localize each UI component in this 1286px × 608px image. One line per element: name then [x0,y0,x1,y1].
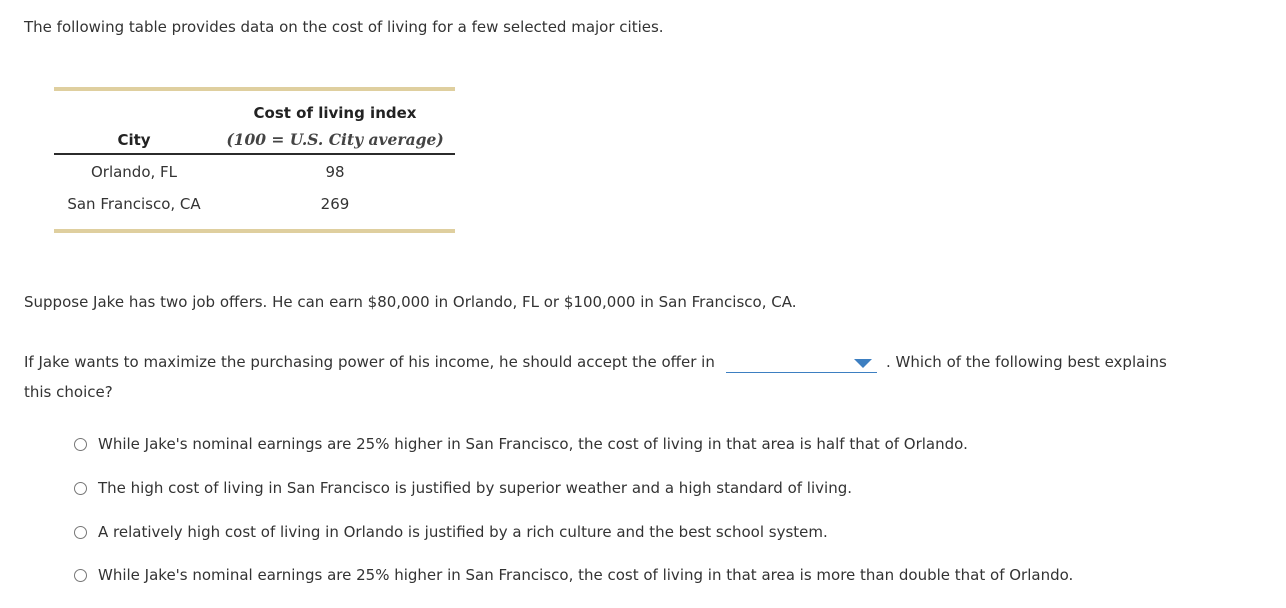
scenario-text: Suppose Jake has two job offers. He can earn $80,000 in Orlando, FL or $100,000 in San Francisco, CA. [24,293,797,311]
table-row-index: 98 [325,163,345,181]
table-header-divider [54,153,455,155]
header-cost-of-living: Cost of living index [253,104,417,122]
answer-option-3[interactable] [74,522,828,542]
answer-option-2[interactable] [74,478,852,498]
radio-unchecked-icon[interactable] [74,438,87,451]
answer-option-label: While Jake's nominal earnings are 25% higher in San Francisco, the cost of living in that area is more than double that of Orlando. [98,566,1074,584]
header-city-average-note: (100 = U.S. City average) [226,130,444,149]
question-text-continued: . Which of the following best explains [886,353,1167,371]
radio-unchecked-icon[interactable] [74,569,87,582]
table-bottom-border [54,229,455,233]
radio-unchecked-icon[interactable] [74,482,87,495]
answer-option-label: The high cost of living in San Francisco is justified by superior weather and a high standard of living. [98,479,852,497]
table-row-index: 269 [320,195,350,213]
intro-text: The following table provides data on the cost of living for a few selected major cities. [24,18,664,36]
question-text: If Jake wants to maximize the purchasing power of his income, he should accept the offer in [24,353,715,371]
radio-unchecked-icon[interactable] [74,526,87,539]
city-choice-dropdown[interactable] [726,350,877,373]
answer-option-label: A relatively high cost of living in Orlando is justified by a rich culture and the best school system. [98,523,828,541]
table-top-border [54,87,455,91]
answer-option-4[interactable] [74,565,1073,585]
header-city: City [117,131,151,149]
question-text-line2: this choice? [24,383,113,401]
chevron-down-icon [854,359,872,368]
table-row-city: Orlando, FL [90,163,178,181]
table-row-city: San Francisco, CA [67,195,201,213]
answer-option-label: While Jake's nominal earnings are 25% higher in San Francisco, the cost of living in that area is half that of Orlando. [98,435,968,453]
answer-option-1[interactable] [74,434,968,454]
